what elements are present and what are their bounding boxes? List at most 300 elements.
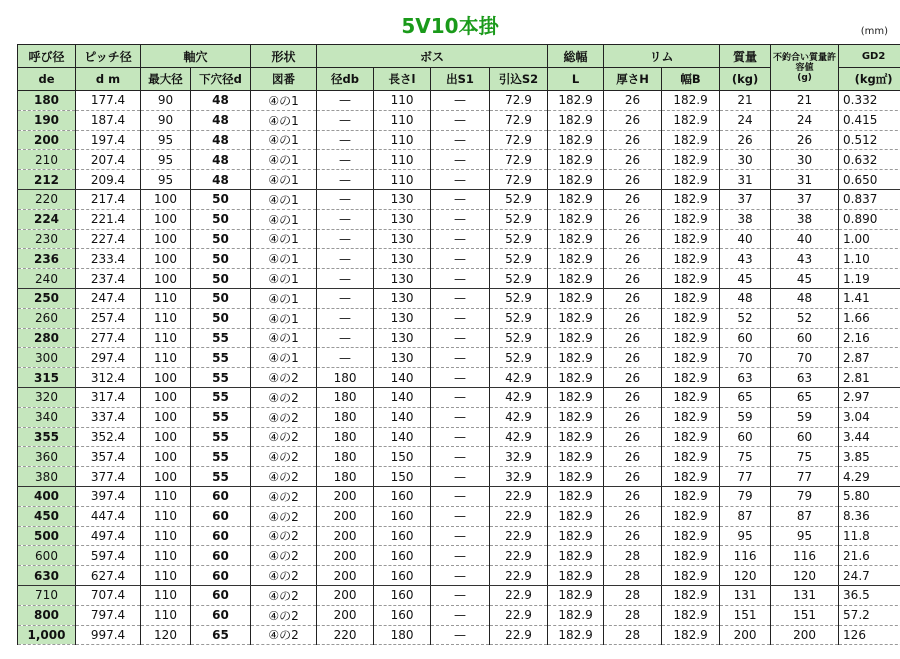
cell-dm: 497.4 [76, 526, 141, 546]
cell-b: 182.9 [662, 407, 720, 427]
table-row [18, 447, 900, 467]
cell-dm: 297.4 [76, 348, 141, 368]
cell-shape: ④の1 [251, 209, 317, 229]
cell-shape: ④の2 [251, 467, 317, 487]
cell-h: 26 [604, 506, 662, 526]
cell-s2: 32.9 [490, 467, 548, 487]
cell-db: — [317, 249, 374, 269]
table-row [18, 526, 900, 546]
cell-l: 182.9 [548, 546, 604, 566]
cell-s2: 42.9 [490, 427, 548, 447]
cell-s1: — [431, 526, 490, 546]
cell-db: 200 [317, 526, 374, 546]
cell-db: 200 [317, 585, 374, 605]
cell-max: 100 [141, 407, 191, 427]
cell-mass: 24 [720, 110, 771, 130]
cell-b: 182.9 [662, 526, 720, 546]
cell-s1: — [431, 605, 490, 625]
header-rim: リム [604, 45, 720, 68]
cell-h: 26 [604, 368, 662, 388]
cell-pilot: 50 [191, 269, 251, 289]
cell-de: 450 [18, 506, 76, 526]
cell-gd2: 4.29 [839, 467, 900, 487]
cell-l: 182.9 [548, 209, 604, 229]
cell-shape: ④の1 [251, 150, 317, 170]
cell-dm: 217.4 [76, 189, 141, 209]
cell-dm: 277.4 [76, 328, 141, 348]
cell-db: 220 [317, 625, 374, 645]
cell-s2: 52.9 [490, 328, 548, 348]
header-nominal-sym: de [18, 68, 76, 91]
cell-l: 150 [374, 447, 431, 467]
cell-mass: 59 [720, 407, 771, 427]
cell-gd2: 126 [839, 625, 900, 645]
cell-db: 200 [317, 566, 374, 586]
cell-l: 182.9 [548, 150, 604, 170]
cell-s2: 22.9 [490, 585, 548, 605]
cell-pilot: 55 [191, 368, 251, 388]
cell-de: 236 [18, 249, 76, 269]
cell-l: 182.9 [548, 605, 604, 625]
cell-mass: 77 [720, 467, 771, 487]
cell-s1: — [431, 288, 490, 308]
header-boss: ボス [317, 45, 548, 68]
cell-l: 182.9 [548, 249, 604, 269]
cell-gd2: 2.87 [839, 348, 900, 368]
cell-b: 182.9 [662, 110, 720, 130]
cell-db: 200 [317, 605, 374, 625]
cell-unbal: 75 [771, 447, 839, 467]
cell-gd2: 1.19 [839, 269, 900, 289]
cell-unbal: 79 [771, 486, 839, 506]
cell-db: — [317, 110, 374, 130]
table-row [18, 308, 900, 328]
cell-l: 182.9 [548, 447, 604, 467]
cell-pilot: 48 [191, 130, 251, 150]
cell-s2: 72.9 [490, 130, 548, 150]
cell-db: — [317, 209, 374, 229]
cell-dm: 597.4 [76, 546, 141, 566]
cell-de: 300 [18, 348, 76, 368]
cell-max: 110 [141, 348, 191, 368]
cell-l: 182.9 [548, 506, 604, 526]
header-rim-b: 幅B [662, 68, 720, 91]
cell-gd2: 11.8 [839, 526, 900, 546]
cell-shape: ④の2 [251, 546, 317, 566]
cell-db: 180 [317, 427, 374, 447]
cell-s2: 22.9 [490, 566, 548, 586]
cell-b: 182.9 [662, 625, 720, 645]
cell-de: 360 [18, 447, 76, 467]
cell-s1: — [431, 447, 490, 467]
cell-b: 182.9 [662, 308, 720, 328]
header-unbalance-label: 不釣合い質量許容値 [773, 52, 837, 73]
cell-db: 200 [317, 486, 374, 506]
cell-b: 182.9 [662, 486, 720, 506]
cell-l: 110 [374, 150, 431, 170]
cell-db: 180 [317, 447, 374, 467]
cell-pilot: 60 [191, 585, 251, 605]
cell-shape: ④の2 [251, 605, 317, 625]
table-row [18, 625, 900, 645]
cell-s2: 42.9 [490, 387, 548, 407]
cell-db: — [317, 189, 374, 209]
cell-shape: ④の2 [251, 506, 317, 526]
cell-h: 26 [604, 150, 662, 170]
cell-h: 26 [604, 269, 662, 289]
cell-dm: 707.4 [76, 585, 141, 605]
cell-de: 500 [18, 526, 76, 546]
cell-l: 182.9 [548, 368, 604, 388]
cell-s1: — [431, 150, 490, 170]
cell-dm: 187.4 [76, 110, 141, 130]
cell-h: 26 [604, 348, 662, 368]
cell-s2: 52.9 [490, 269, 548, 289]
table-row [18, 189, 900, 209]
cell-max: 90 [141, 91, 191, 111]
cell-de: 180 [18, 91, 76, 111]
cell-l: 160 [374, 566, 431, 586]
table-row [18, 585, 900, 605]
cell-h: 28 [604, 546, 662, 566]
cell-l: 180 [374, 625, 431, 645]
cell-pilot: 50 [191, 249, 251, 269]
cell-l: 182.9 [548, 566, 604, 586]
cell-s2: 22.9 [490, 605, 548, 625]
header-shape: 形状 [251, 45, 317, 68]
cell-mass: 63 [720, 368, 771, 388]
cell-l: 130 [374, 288, 431, 308]
cell-b: 182.9 [662, 229, 720, 249]
cell-s2: 52.9 [490, 308, 548, 328]
cell-b: 182.9 [662, 585, 720, 605]
cell-s2: 52.9 [490, 348, 548, 368]
cell-db: — [317, 269, 374, 289]
cell-s1: — [431, 328, 490, 348]
cell-shape: ④の2 [251, 407, 317, 427]
cell-gd2: 2.81 [839, 368, 900, 388]
cell-gd2: 0.332 [839, 91, 900, 111]
cell-h: 26 [604, 427, 662, 447]
cell-max: 110 [141, 328, 191, 348]
cell-gd2: 0.512 [839, 130, 900, 150]
cell-pilot: 55 [191, 467, 251, 487]
cell-s2: 72.9 [490, 91, 548, 111]
cell-pilot: 48 [191, 170, 251, 190]
cell-de: 320 [18, 387, 76, 407]
cell-l: 160 [374, 585, 431, 605]
cell-unbal: 200 [771, 625, 839, 645]
cell-mass: 60 [720, 427, 771, 447]
header-rim-h: 厚さH [604, 68, 662, 91]
cell-l: 140 [374, 387, 431, 407]
cell-b: 182.9 [662, 209, 720, 229]
cell-s1: — [431, 308, 490, 328]
cell-h: 26 [604, 91, 662, 111]
cell-s2: 22.9 [490, 506, 548, 526]
unit-label: (mm) [860, 26, 888, 37]
cell-shape: ④の1 [251, 110, 317, 130]
cell-shape: ④の2 [251, 387, 317, 407]
cell-l: 160 [374, 605, 431, 625]
cell-shape: ④の2 [251, 625, 317, 645]
cell-l: 110 [374, 110, 431, 130]
cell-gd2: 8.36 [839, 506, 900, 526]
cell-db: 180 [317, 387, 374, 407]
cell-s2: 52.9 [490, 189, 548, 209]
cell-l: 130 [374, 308, 431, 328]
cell-dm: 997.4 [76, 625, 141, 645]
cell-db: — [317, 130, 374, 150]
cell-de: 340 [18, 407, 76, 427]
cell-de: 800 [18, 605, 76, 625]
cell-b: 182.9 [662, 566, 720, 586]
cell-l: 182.9 [548, 427, 604, 447]
cell-mass: 70 [720, 348, 771, 368]
cell-shape: ④の1 [251, 91, 317, 111]
cell-b: 182.9 [662, 387, 720, 407]
header-width: 総幅 [548, 45, 604, 68]
header-gd2-unit: (kg㎡) [839, 68, 900, 91]
cell-s1: — [431, 229, 490, 249]
cell-l: 140 [374, 427, 431, 447]
cell-h: 26 [604, 328, 662, 348]
cell-pilot: 60 [191, 506, 251, 526]
cell-db: 200 [317, 506, 374, 526]
cell-h: 28 [604, 605, 662, 625]
cell-max: 110 [141, 506, 191, 526]
cell-pilot: 55 [191, 328, 251, 348]
cell-s2: 52.9 [490, 288, 548, 308]
cell-l: 150 [374, 467, 431, 487]
cell-gd2: 0.632 [839, 150, 900, 170]
cell-dm: 317.4 [76, 387, 141, 407]
cell-dm: 237.4 [76, 269, 141, 289]
cell-pilot: 55 [191, 447, 251, 467]
cell-s1: — [431, 249, 490, 269]
cell-h: 28 [604, 585, 662, 605]
cell-gd2: 3.44 [839, 427, 900, 447]
cell-max: 110 [141, 308, 191, 328]
cell-l: 130 [374, 348, 431, 368]
cell-max: 100 [141, 249, 191, 269]
cell-pilot: 65 [191, 625, 251, 645]
cell-dm: 352.4 [76, 427, 141, 447]
cell-shape: ④の1 [251, 229, 317, 249]
table-row [18, 467, 900, 487]
header-unbalance-unit: (g) [797, 72, 812, 83]
cell-s1: — [431, 387, 490, 407]
cell-pilot: 60 [191, 486, 251, 506]
cell-l: 182.9 [548, 269, 604, 289]
header-shape-sub: 図番 [251, 68, 317, 91]
cell-dm: 207.4 [76, 150, 141, 170]
cell-max: 110 [141, 546, 191, 566]
cell-b: 182.9 [662, 150, 720, 170]
cell-gd2: 21.6 [839, 546, 900, 566]
cell-mass: 26 [720, 130, 771, 150]
cell-max: 110 [141, 288, 191, 308]
cell-gd2: 0.415 [839, 110, 900, 130]
cell-l: 160 [374, 526, 431, 546]
cell-max: 100 [141, 189, 191, 209]
cell-l: 182.9 [548, 348, 604, 368]
cell-l: 182.9 [548, 585, 604, 605]
cell-db: — [317, 150, 374, 170]
cell-mass: 48 [720, 288, 771, 308]
cell-l: 182.9 [548, 387, 604, 407]
cell-pilot: 50 [191, 308, 251, 328]
cell-pilot: 50 [191, 288, 251, 308]
cell-h: 26 [604, 209, 662, 229]
cell-de: 355 [18, 427, 76, 447]
cell-unbal: 30 [771, 150, 839, 170]
cell-gd2: 2.16 [839, 328, 900, 348]
header-shaft-pilot: 下穴径d [191, 68, 251, 91]
table-row [18, 387, 900, 407]
cell-s1: — [431, 269, 490, 289]
cell-unbal: 37 [771, 189, 839, 209]
cell-unbal: 120 [771, 566, 839, 586]
cell-max: 95 [141, 170, 191, 190]
cell-gd2: 0.890 [839, 209, 900, 229]
cell-gd2: 5.80 [839, 486, 900, 506]
table-row [18, 269, 900, 289]
cell-s2: 52.9 [490, 249, 548, 269]
cell-b: 182.9 [662, 447, 720, 467]
cell-s2: 52.9 [490, 229, 548, 249]
cell-unbal: 70 [771, 348, 839, 368]
table-row [18, 170, 900, 190]
cell-l: 160 [374, 546, 431, 566]
cell-pilot: 50 [191, 189, 251, 209]
cell-l: 110 [374, 170, 431, 190]
cell-unbal: 59 [771, 407, 839, 427]
cell-mass: 79 [720, 486, 771, 506]
cell-l: 182.9 [548, 308, 604, 328]
cell-de: 190 [18, 110, 76, 130]
cell-gd2: 36.5 [839, 585, 900, 605]
header-unbalance [771, 45, 839, 91]
cell-unbal: 43 [771, 249, 839, 269]
cell-h: 26 [604, 288, 662, 308]
cell-h: 26 [604, 308, 662, 328]
table-row [18, 110, 900, 130]
cell-dm: 797.4 [76, 605, 141, 625]
cell-h: 28 [604, 625, 662, 645]
cell-dm: 197.4 [76, 130, 141, 150]
cell-gd2: 0.837 [839, 189, 900, 209]
cell-b: 182.9 [662, 427, 720, 447]
cell-b: 182.9 [662, 368, 720, 388]
cell-dm: 357.4 [76, 447, 141, 467]
cell-unbal: 31 [771, 170, 839, 190]
cell-gd2: 3.04 [839, 407, 900, 427]
cell-l: 182.9 [548, 288, 604, 308]
cell-mass: 95 [720, 526, 771, 546]
cell-max: 110 [141, 526, 191, 546]
cell-mass: 75 [720, 447, 771, 467]
cell-de: 315 [18, 368, 76, 388]
cell-max: 90 [141, 110, 191, 130]
cell-b: 182.9 [662, 170, 720, 190]
cell-shape: ④の2 [251, 585, 317, 605]
cell-mass: 40 [720, 229, 771, 249]
cell-max: 95 [141, 150, 191, 170]
table-row [18, 249, 900, 269]
table-row [18, 368, 900, 388]
header-shaft: 軸穴 [141, 45, 251, 68]
cell-h: 26 [604, 189, 662, 209]
cell-h: 26 [604, 110, 662, 130]
header-pitch-sym: d m [76, 68, 141, 91]
cell-pilot: 55 [191, 407, 251, 427]
cell-s2: 22.9 [490, 625, 548, 645]
cell-unbal: 48 [771, 288, 839, 308]
cell-dm: 209.4 [76, 170, 141, 190]
cell-pilot: 55 [191, 348, 251, 368]
cell-db: — [317, 328, 374, 348]
cell-l: 160 [374, 486, 431, 506]
cell-l: 130 [374, 209, 431, 229]
cell-de: 210 [18, 150, 76, 170]
cell-l: 130 [374, 229, 431, 249]
cell-h: 26 [604, 447, 662, 467]
cell-db: 180 [317, 407, 374, 427]
table-row [18, 229, 900, 249]
cell-l: 160 [374, 506, 431, 526]
cell-l: 182.9 [548, 625, 604, 645]
cell-max: 110 [141, 605, 191, 625]
cell-s1: — [431, 625, 490, 645]
cell-db: 180 [317, 368, 374, 388]
header-pitch: ピッチ径 [76, 45, 141, 68]
cell-de: 212 [18, 170, 76, 190]
cell-s1: — [431, 506, 490, 526]
cell-h: 26 [604, 229, 662, 249]
cell-l: 130 [374, 249, 431, 269]
cell-db: — [317, 308, 374, 328]
cell-unbal: 95 [771, 526, 839, 546]
header-nominal: 呼び径 [18, 45, 76, 68]
cell-s1: — [431, 170, 490, 190]
cell-gd2: 2.97 [839, 387, 900, 407]
cell-gd2: 1.66 [839, 308, 900, 328]
cell-de: 250 [18, 288, 76, 308]
page-title: 5V10本掛 [401, 14, 499, 38]
cell-b: 182.9 [662, 288, 720, 308]
header-width-sym: L [548, 68, 604, 91]
cell-s1: — [431, 467, 490, 487]
table-row [18, 427, 900, 447]
cell-unbal: 26 [771, 130, 839, 150]
cell-s1: — [431, 566, 490, 586]
table-row [18, 486, 900, 506]
cell-s1: — [431, 427, 490, 447]
cell-unbal: 21 [771, 91, 839, 111]
cell-shape: ④の1 [251, 308, 317, 328]
table-row [18, 605, 900, 625]
cell-max: 110 [141, 566, 191, 586]
cell-shape: ④の2 [251, 486, 317, 506]
cell-unbal: 131 [771, 585, 839, 605]
cell-unbal: 77 [771, 467, 839, 487]
cell-de: 224 [18, 209, 76, 229]
cell-db: — [317, 229, 374, 249]
cell-pilot: 50 [191, 229, 251, 249]
cell-mass: 52 [720, 308, 771, 328]
cell-shape: ④の2 [251, 566, 317, 586]
